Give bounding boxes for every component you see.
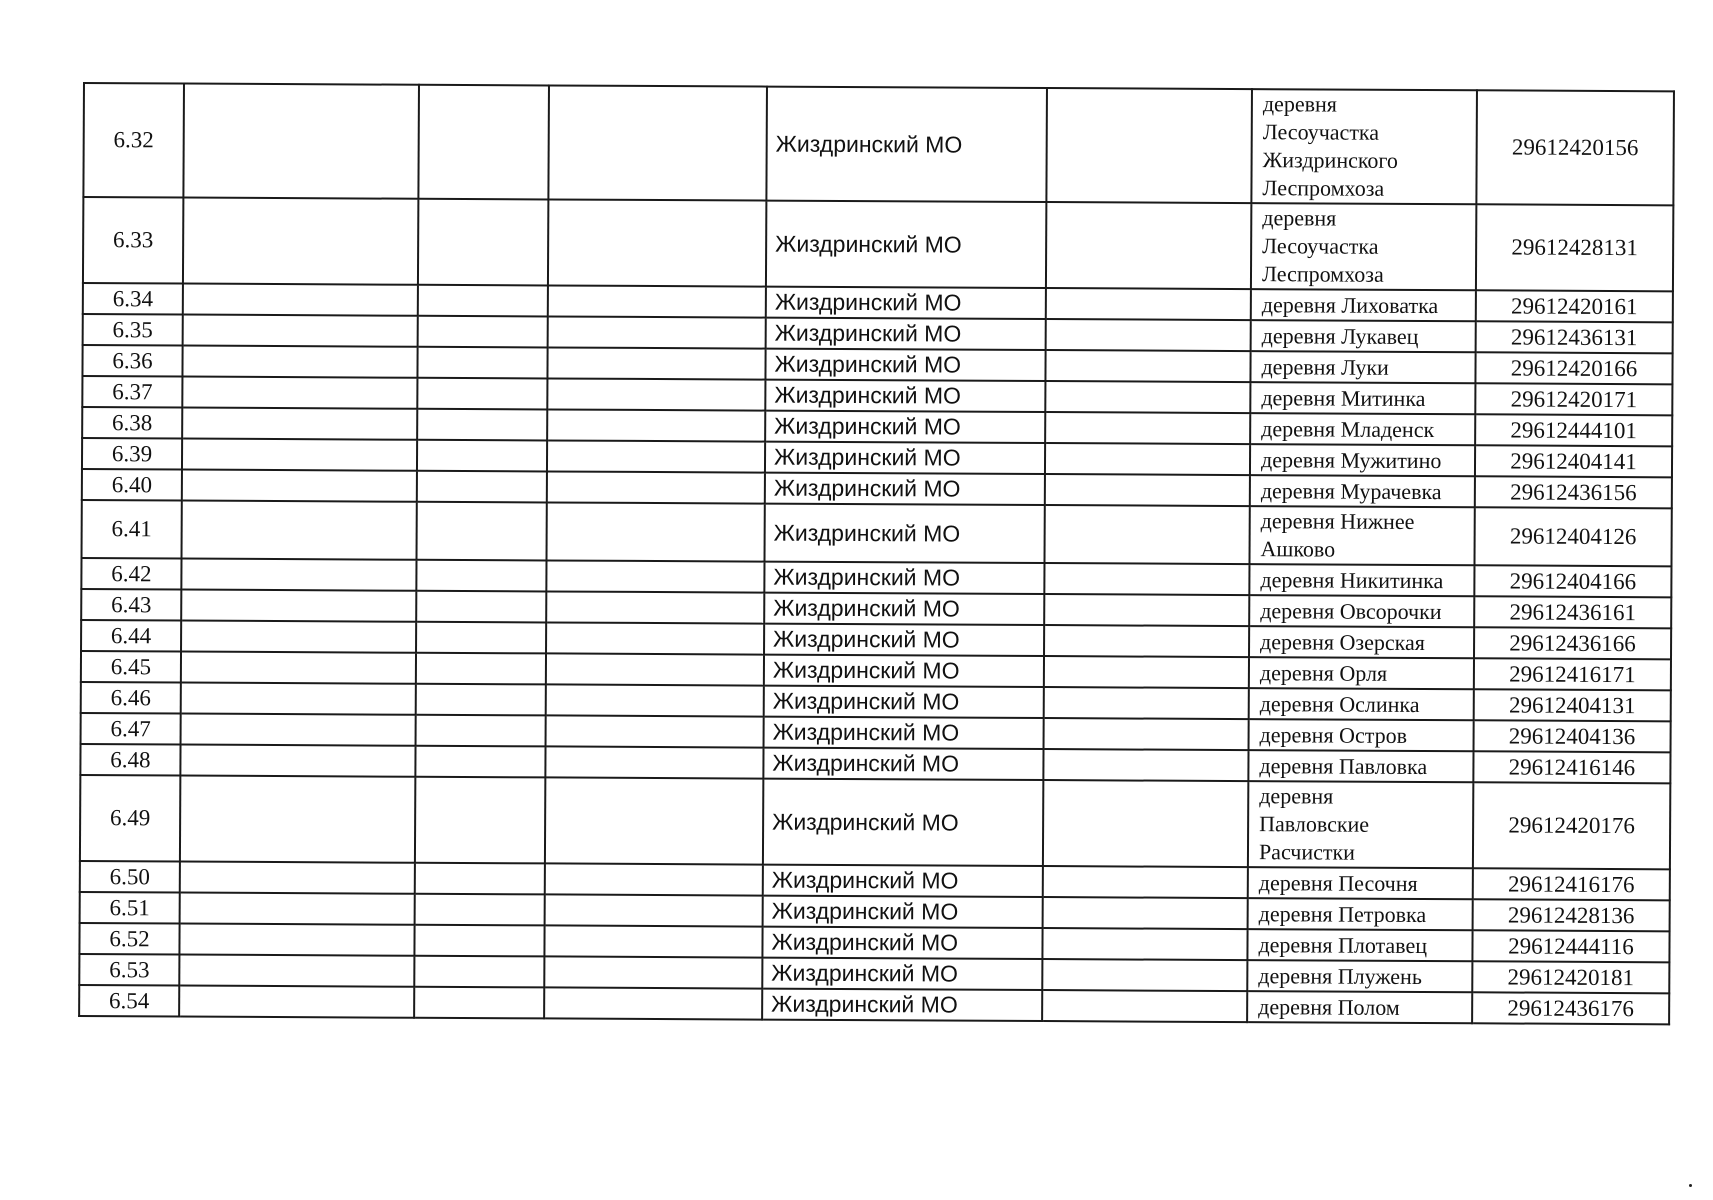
settlement-name-cell [1247,929,1472,961]
settlement-name-cell [1247,991,1472,1023]
settlement-name-cell [1248,750,1473,782]
oktmo-code-cell: 29612404141 [1475,445,1672,477]
empty-cell [182,470,417,502]
settlement-name-line: деревня Никитинка [1260,566,1444,593]
empty-cell [1044,687,1249,719]
municipality-cell: Жиздринский МО [765,349,1045,381]
settlement-name-cell [1249,564,1474,596]
empty-cell [415,863,545,895]
oktmo-code-cell: 29612428136 [1473,899,1670,931]
municipality-cell: Жиздринский МО [764,504,1044,563]
empty-cell [418,285,548,317]
empty-cell [414,987,544,1019]
settlement-name-line: деревня Ослинка [1259,690,1420,717]
empty-cell [183,198,418,285]
row-number-cell: 6.34 [83,283,183,315]
empty-cell [1043,866,1248,898]
empty-cell [1045,443,1250,475]
settlement-name-line: Лесоучастка [1262,119,1380,145]
empty-cell [545,746,763,778]
settlement-name-line: деревня Павловка [1259,752,1428,779]
municipality-cell: Жиздринский МО [765,380,1045,412]
empty-cell [1045,350,1250,382]
municipality-cell: Жиздринский МО [765,442,1045,474]
oktmo-code-cell: 29612420171 [1475,383,1672,415]
empty-cell [1043,749,1248,781]
empty-cell [1042,990,1247,1022]
settlement-name-line: деревня Лукавец [1261,322,1419,349]
empty-cell [180,745,415,777]
row-number-cell: 6.52 [79,923,179,955]
oktmo-code-cell: 29612416176 [1473,868,1670,900]
settlement-name-line: деревня Мужитино [1260,446,1442,473]
empty-cell [416,560,546,592]
empty-cell [547,347,765,379]
empty-cell [181,590,416,622]
empty-cell [416,622,546,654]
empty-cell [181,683,416,715]
empty-cell [416,591,546,623]
row-number-cell: 6.36 [82,345,182,377]
settlement-name-line: Лесоучастка [1262,233,1379,259]
empty-cell [415,777,545,864]
row-number-cell: 6.48 [80,744,180,776]
settlement-name-cell [1249,688,1474,720]
settlement-name-line: деревня Полом [1258,993,1400,1020]
row-number-cell: 6.42 [81,558,181,590]
table-row [82,500,1672,566]
settlement-name-line: деревня [1259,783,1334,809]
empty-cell [546,591,764,623]
empty-cell [415,746,545,778]
settlement-name-line: деревня Луки [1261,353,1389,380]
settlement-name-line: Павловские [1259,811,1370,837]
row-number-cell: 6.33 [83,197,183,284]
table-row [83,197,1673,291]
settlement-name-line: деревня Лиховатка [1261,291,1439,318]
settlement-name-line: деревня Овсорочки [1260,597,1442,624]
empty-cell [181,559,416,591]
settlement-name-cell [1248,781,1473,868]
empty-cell [544,925,762,957]
table-body [79,83,1674,1024]
oktmo-code-cell: 29612420161 [1476,290,1673,322]
municipality-cell: Жиздринский МО [764,562,1044,594]
row-number-cell: 6.32 [83,83,184,198]
empty-cell [179,955,414,987]
empty-cell [182,377,417,409]
settlement-name-line: Жиздринского [1262,147,1399,173]
empty-cell [544,987,762,1019]
empty-cell [418,199,548,286]
municipality-cell: Жиздринский МО [766,201,1046,288]
row-number-cell: 6.44 [81,620,181,652]
empty-cell [1042,959,1247,991]
empty-cell [183,284,418,316]
empty-cell [181,652,416,684]
empty-cell [183,315,418,347]
empty-cell [1044,594,1249,626]
settlement-name-line: деревня Остров [1259,721,1408,748]
empty-cell [1044,563,1249,595]
municipality-cell: Жиздринский МО [762,927,1042,959]
municipality-cell: Жиздринский МО [763,748,1043,780]
municipality-cell: Жиздринский МО [764,624,1044,656]
settlement-name-line: деревня Петровка [1258,900,1427,927]
settlement-name-cell [1250,351,1475,383]
row-number-cell: 6.50 [80,861,180,893]
empty-cell [182,408,417,440]
row-number-cell: 6.51 [80,892,180,924]
settlement-name-cell [1249,506,1474,565]
settlement-code-table [78,82,1675,1025]
oktmo-code-cell: 29612444116 [1472,930,1669,962]
municipality-cell: Жиздринский МО [766,318,1046,350]
oktmo-code-cell: 29612436166 [1474,627,1671,659]
settlement-name-line: деревня Плотавец [1258,931,1428,958]
empty-cell [182,501,417,560]
settlement-name-line: Леспромхоза [1262,175,1385,201]
municipality-cell: Жиздринский МО [764,686,1044,718]
empty-cell [1045,474,1250,506]
empty-cell [417,378,547,410]
settlement-name-line: Расчистки [1258,839,1356,865]
oktmo-code-cell: 29612420156 [1476,90,1674,205]
empty-cell [182,346,417,378]
empty-cell [1042,928,1247,960]
empty-cell [547,440,765,472]
empty-cell [416,684,546,716]
row-number-cell: 6.47 [81,713,181,745]
empty-cell [1046,288,1251,320]
settlement-name-cell [1250,382,1475,414]
empty-cell [181,714,416,746]
oktmo-code-cell: 29612420181 [1472,961,1669,993]
settlement-name-cell [1247,960,1472,992]
empty-cell [1044,625,1249,657]
municipality-cell: Жиздринский МО [763,865,1043,897]
empty-cell [415,894,545,926]
oktmo-code-cell: 29612420166 [1475,352,1672,384]
empty-cell [545,894,763,926]
empty-cell [414,956,544,988]
settlement-name-line: деревня Озерская [1260,628,1426,655]
empty-cell [1046,202,1251,289]
municipality-cell: Жиздринский МО [766,87,1047,202]
municipality-cell: Жиздринский МО [765,473,1045,505]
oktmo-code-cell: 29612416171 [1474,658,1671,690]
settlement-name-line: деревня Младенск [1261,415,1435,442]
row-number-cell: 6.45 [81,651,181,683]
oktmo-code-cell: 29612416146 [1473,751,1670,783]
municipality-cell: Жиздринский МО [764,717,1044,749]
empty-cell [1044,656,1249,688]
empty-cell [545,777,763,864]
empty-cell [547,471,765,503]
empty-cell [417,502,547,561]
empty-cell [416,653,546,685]
municipality-cell: Жиздринский МО [766,287,1046,319]
row-number-cell: 6.43 [81,589,181,621]
row-number-cell: 6.54 [79,985,179,1017]
settlement-name-cell [1250,475,1475,507]
settlement-name-cell [1248,898,1473,930]
empty-cell [546,715,764,747]
empty-cell [417,347,547,379]
empty-cell [547,502,765,561]
oktmo-code-cell: 29612444101 [1475,414,1672,446]
empty-cell [1046,319,1251,351]
settlement-name-cell [1250,444,1475,476]
oktmo-code-cell: 29612436161 [1474,596,1671,628]
settlement-name-cell [1249,657,1474,689]
municipality-cell: Жиздринский МО [762,989,1042,1021]
empty-cell [418,85,549,200]
empty-cell [546,622,764,654]
settlement-name-line: деревня Орля [1259,659,1388,686]
empty-cell [180,893,415,925]
row-number-cell: 6.35 [83,314,183,346]
empty-cell [1044,505,1249,564]
empty-cell [416,715,546,747]
empty-cell [181,621,416,653]
settlement-name-cell [1249,595,1474,627]
scan-speck [1689,1184,1692,1187]
row-number-cell: 6.40 [82,469,182,501]
oktmo-code-cell: 29612436131 [1476,321,1673,353]
empty-cell [1045,412,1250,444]
empty-cell [182,439,417,471]
empty-cell [546,653,764,685]
settlement-name-cell [1251,320,1476,352]
empty-cell [546,560,764,592]
empty-cell [417,409,547,441]
settlement-name-line: деревня Митинка [1261,384,1426,411]
settlement-name-cell [1251,89,1477,204]
settlement-name-line: деревня Плужень [1258,962,1422,989]
row-number-cell: 6.46 [81,682,181,714]
settlement-name-cell [1251,203,1476,290]
oktmo-code-cell: 29612428131 [1476,204,1673,291]
table-row [80,775,1670,869]
settlement-name-cell [1249,626,1474,658]
row-number-cell: 6.53 [79,954,179,986]
settlement-name-line: деревня [1262,205,1337,231]
empty-cell [1046,88,1252,203]
empty-cell [548,285,766,317]
settlement-name-line: Леспромхоза [1261,261,1384,287]
empty-cell [548,316,766,348]
empty-cell [548,199,766,286]
empty-cell [179,924,414,956]
municipality-cell: Жиздринский МО [762,958,1042,990]
empty-cell [417,471,547,503]
empty-cell [547,409,765,441]
empty-cell [179,986,414,1018]
empty-cell [547,378,765,410]
row-number-cell: 6.39 [82,438,182,470]
settlement-name-line: деревня Нижнее [1260,508,1415,534]
empty-cell [180,776,415,863]
settlement-name-line: деревня Песочня [1258,869,1418,896]
empty-cell [417,440,547,472]
empty-cell [546,684,764,716]
settlement-name-line: Ашково [1260,536,1336,562]
settlement-name-cell [1250,413,1475,445]
row-number-cell: 6.37 [82,376,182,408]
row-number-cell: 6.49 [80,775,180,862]
empty-cell [183,84,419,199]
empty-cell [1044,718,1249,750]
settlement-name-cell [1249,719,1474,751]
oktmo-code-cell: 29612420176 [1473,782,1670,869]
municipality-cell: Жиздринский МО [763,779,1043,866]
empty-cell [1045,381,1250,413]
empty-cell [548,85,767,200]
settlement-name-cell [1251,289,1476,321]
oktmo-code-cell: 29612404126 [1474,507,1671,566]
table-row [83,83,1674,205]
empty-cell [418,316,548,348]
municipality-cell: Жиздринский МО [765,411,1045,443]
settlement-name-cell [1248,867,1473,899]
oktmo-code-cell: 29612404131 [1474,689,1671,721]
settlement-name-line: деревня Мурачевка [1260,477,1442,504]
oktmo-code-cell: 29612436176 [1472,992,1669,1024]
municipality-cell: Жиздринский МО [763,896,1043,928]
municipality-cell: Жиздринский МО [764,593,1044,625]
municipality-cell: Жиздринский МО [764,655,1044,687]
settlement-name-line: деревня [1262,91,1337,117]
oktmo-code-cell: 29612436156 [1475,476,1672,508]
empty-cell [1043,897,1248,929]
oktmo-code-cell: 29612404166 [1474,565,1671,597]
empty-cell [545,863,763,895]
row-number-cell: 6.38 [82,407,182,439]
empty-cell [1043,780,1248,867]
row-number-cell: 6.41 [82,500,182,559]
empty-cell [180,862,415,894]
empty-cell [544,956,762,988]
oktmo-code-cell: 29612404136 [1474,720,1671,752]
empty-cell [414,925,544,957]
